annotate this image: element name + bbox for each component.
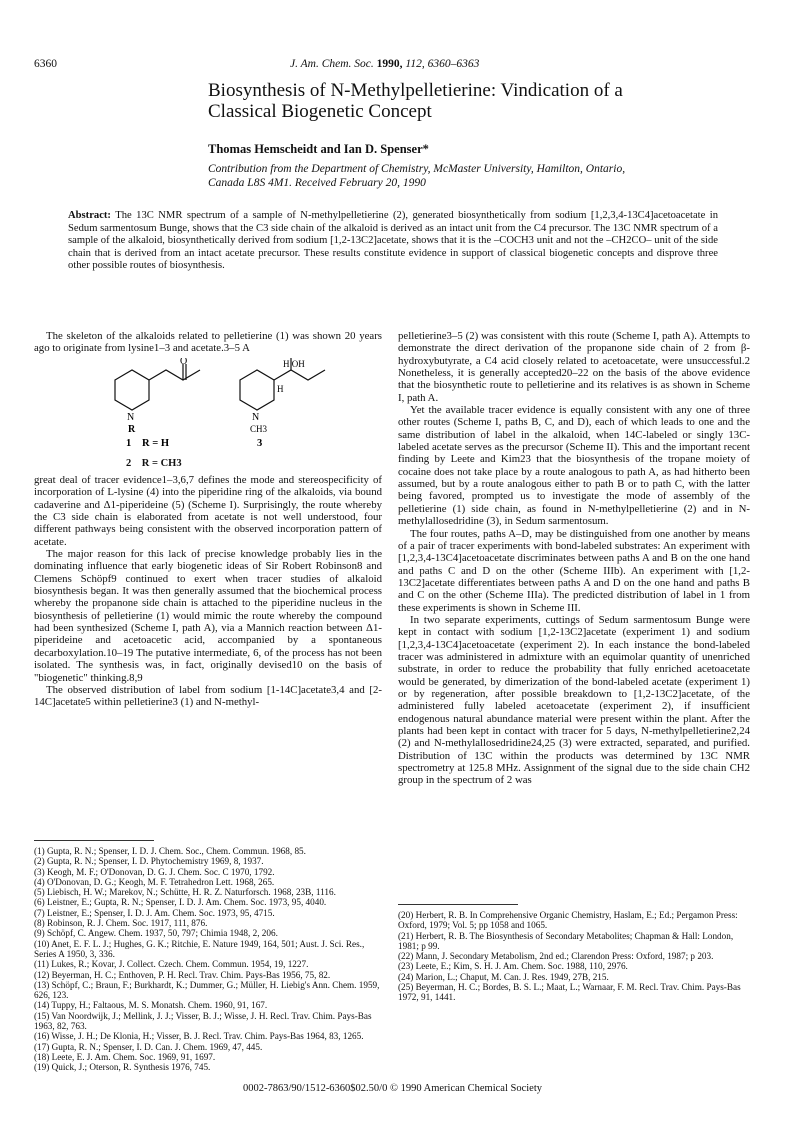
reference-item: (16) Wisse, J. H.; De Klonia, H.; Visser, B. J. Recl. Trav. Chim. Pays-Bas 1964, 83, 1265. bbox=[34, 1031, 364, 1042]
side-chain-1 bbox=[149, 370, 200, 380]
affiliation-line-2: Canada L8S 4M1. Received February 20, 1990 bbox=[208, 177, 426, 189]
piperidine-ring-3 bbox=[240, 370, 274, 410]
reference-item: (13) Schöpf, C.; Braun, F.; Burkhardt, K.; Dummer, G.; Müller, H. Liebig's Ann. Chem. 1959, 626, 123. bbox=[34, 979, 380, 1001]
reference-item: (14) Tuppy, H.; Faltaous, M. S. Monatsh. Chem. 1960, 91, 167. bbox=[34, 1000, 268, 1011]
reference-item: (7) Leistner, E.; Spenser, I. D. J. Am. Chem. Soc. 1973, 95, 4715. bbox=[34, 907, 275, 918]
right-paragraph-1: pelletierine3–5 (2) was consistent with this route (Scheme I, path A). Attempts to demonstrate the direct derivation of the propanone side chain of 2 from β-hydroxybutyrate, a C4 acid closely related to acetoacetate, were unsuccessful.2 Nonetheless, it is generally accepted20–22 on the basis of the above evidence that the biosynthetic route to pelletierine and its relatives is as shown in Scheme I, path A. bbox=[398, 330, 750, 404]
atom-H: H bbox=[277, 384, 284, 394]
reference-item: (24) Marion, L.; Chaput, M. Can. J. Res. 1949, 27B, 215. bbox=[398, 971, 609, 982]
side-chain-3 bbox=[274, 370, 325, 380]
reference-item: (12) Beyerman, H. C.; Enthoven, P. H. Recl. Trav. Chim. Pays-Bas 1956, 75, 82. bbox=[34, 969, 331, 980]
affiliation bbox=[208, 162, 728, 190]
atom-CH3: CH3 bbox=[250, 424, 268, 434]
references-right bbox=[398, 910, 750, 1003]
left-column-body bbox=[34, 474, 382, 709]
reference-item: (21) Herbert, R. B. The Biosynthesis of Secondary Metabolites; Chapman & Hall: London, 1981; p 99. bbox=[398, 930, 734, 951]
reference-item: (23) Leete, E.; Kim, S. H. J. Am. Chem. Soc. 1988, 110, 2976. bbox=[398, 961, 628, 972]
reference-item: (17) Gupta, R. N.; Spenser, I. D. Can. J. Chem. 1969, 47, 445. bbox=[34, 1041, 263, 1052]
reference-item: (3) Keogh, M. F.; O'Donovan, D. G. J. Chem. Soc. C 1970, 1792. bbox=[34, 866, 275, 877]
compound-2-label bbox=[126, 458, 182, 469]
abstract-label: Abstract: bbox=[68, 210, 111, 221]
right-paragraph-2: Yet the available tracer evidence is equally consistent with any one of three other routes (Scheme I, paths B, C, and D), each of which leads to one and the same distribution of label in the alkaloid, when 14C-labeled or singly 13C-labeled acetate serves as the precursor (Scheme II). This and the important recent finding by Leete and Kim23 that the biosynthesis of the tropane moiety of cocaine does not take place by a route analogous to path A, as had hitherto been assumed, but by a route analogous either to path B or to path C, with the latter being favored, prompted us to investigate the mode of assembly of the pelletierine (1) side chain, as found in N-methylpelletierine (2) and in N-methylallosedridine (3), in Sedum sarmentosum. bbox=[398, 404, 750, 528]
affiliation-line-1: Contribution from the Department of Chemistry, McMaster University, Hamilton, Ontario, bbox=[208, 163, 626, 175]
reference-item: (1) Gupta, R. N.; Spenser, I. D. J. Chem. Soc., Chem. Commun. 1968, 85. bbox=[34, 846, 306, 856]
left-paragraph-3: The major reason for this lack of precise knowledge probably lies in the dominating influence that early biogenetic ideas of Sir Robert Robinson8 and Clemens Schöpf9 continued to exert when tracer studies of alkaloid biosynthesis began. It was then generally assumed that the biochemical process whereby the propanone side chain is attached to the piperidine nucleus in the biosynthesis of pelletierine (1) would mimic the route whereby the compound had been synthesized (Scheme I, path A), via a Mannich reaction between Δ1-piperideine and acetoacetic acid, accompanied by a spontaneous decarboxylation.10–19 The putative intermediate, 6, of the process has not been isolated. The synthesis was, in fact, originally devised10 on the basis of "biogenetic" thinking.8,9 bbox=[34, 548, 382, 684]
piperidine-ring-1 bbox=[115, 370, 149, 410]
left-column-intro bbox=[34, 330, 382, 355]
references-left bbox=[34, 846, 382, 1073]
right-paragraph-3: The four routes, paths A–D, may be distinguished from one another by means of a pair of tracer experiments with bond-labeled substrates: An experiment with [1,2,3,4-13C4]acetoacetate discriminates between paths A and B on the one hand and paths C and D on the other (Scheme IIIb). An experiment with [1,2-13C2]acetate differentiates between paths A and D on the one hand and paths B and C on the other (Scheme IIIa). The predicted distribution of label in 1 from these experiments is shown in Scheme III. bbox=[398, 527, 750, 614]
reference-item: (22) Mann, J. Secondary Metabolism, 2nd ed.; Clarendon Press: Oxford, 1987; p 203. bbox=[398, 951, 714, 962]
compound-2-r: R = CH3 bbox=[141, 458, 182, 469]
reference-item: (25) Beyerman, H. C.; Bordes, B. S. L.; Maat, L.; Warnaar, F. M. Recl. Trav. Chim. Pays-Bas 1972, 91, 1441. bbox=[398, 982, 741, 1003]
page-number: 6360 bbox=[34, 58, 57, 70]
reference-item: (20) Herbert, R. B. In Comprehensive Organic Chemistry, Haslam, E.; Ed.; Pergamon Press: Oxford, 1979; Vol. 5; pp 1058 and 1065. bbox=[398, 910, 738, 931]
abstract-text: The 13C NMR spectrum of a sample of N-methylpelletierine (2), generated biosynthetically from sodium [1,2,3,4-13C4]acetoacetate in Sedum sarmentosum Bunge, shows that the C3 side chain of the alkaloid is derived as an intact unit from the C4 precursor. The 13C NMR spectrum of a sample of the alkaloid, biosynthetically derived from sodium [1,2-13C2]acetate, shows that it is the –COCH3 unit and not the –CH2CO– unit of the side chain that is derived from an intact acetate precursor. These results constitute evidence in support of classical biogenetic concepts and disprove three other possible routes of biosynthesis. bbox=[68, 210, 718, 272]
atom-O: O bbox=[180, 358, 188, 367]
right-column-body bbox=[398, 330, 750, 787]
reference-item: (11) Lukes, R.; Kovar, J. Collect. Czech. Chem. Commun. 1954, 19, 1227. bbox=[34, 959, 309, 970]
journal-name: J. Am. Chem. Soc. bbox=[290, 58, 374, 70]
atom-R: R bbox=[128, 424, 136, 435]
reference-item: (8) Robinson, R. J. Chem. Soc. 1917, 111, 876. bbox=[34, 918, 208, 929]
authors: Thomas Hemscheidt and Ian D. Spenser* bbox=[208, 142, 429, 156]
reference-item: (15) Van Noordwijk, J.; Mellink, J. J.; Visser, B. J.; Wisse, J. H. Recl. Trav. Chim. Pays-Bas 1963, 82, 763. bbox=[34, 1010, 372, 1032]
article-title bbox=[208, 80, 728, 122]
left-paragraph-2: great deal of tracer evidence1–3,6,7 defines the mode and stereospecificity of incorporation of L-lysine (4) into the piperidine ring of the alkaloids, via bound cadaverine and Δ1-piperideine (5) (Scheme I). Surprisingly, the route whereby the C3 side chain is elaborated from acetate is not well understood, four different pathways being consistent with the observed incorporation pattern of acetate. bbox=[34, 474, 382, 548]
reference-item: (18) Leete, E. J. Am. Chem. Soc. 1969, 91, 1697. bbox=[34, 1051, 216, 1062]
copyright-footer: 0002-7863/90/1512-6360$02.50/0 © 1990 American Chemical Society bbox=[242, 1083, 543, 1094]
structure-1-2-drawing bbox=[115, 364, 200, 410]
abstract bbox=[68, 210, 718, 273]
atom-N-3: N bbox=[252, 412, 260, 423]
journal-citation bbox=[290, 58, 479, 70]
journal-year: 1990, bbox=[376, 58, 403, 70]
structures-figure bbox=[80, 358, 360, 458]
reference-item: (10) Anet, E. F. L. J.; Hughes, G. K.; Ritchie, E. Nature 1949, 164, 501; Aust. J. Sci. Res., Series A 1950, 3, 336. bbox=[34, 938, 365, 959]
compound-label-3: 3 bbox=[257, 438, 263, 449]
reference-item: (9) Schöpf, C. Angew. Chem. 1937, 50, 797; Chimia 1948, 2, 206. bbox=[34, 928, 278, 939]
reference-item: (2) Gupta, R. N.; Spenser, I. D. Phytochemistry 1969, 8, 1937. bbox=[34, 856, 264, 867]
right-paragraph-4: In two separate experiments, cuttings of Sedum sarmentosum Bunge were kept in contact with sodium [1,2-13C2]acetate (experiment 1) and sodium [1,2,3,4-13C4]acetoacetate (experiment 2). In each instance the bond-labeled tracer was administered in admixture with an equimolar quantity of unenriched substrate, in order to reduce the probability that fully enriched acetoacetate would be generated, by dimerization of the bond-labeled acetate (experiment 1) or by regeneration, after possible breakdown to [1,2-13C2]acetate, of the administered fully labeled acetoacetate (experiment 2), if insufficient endogenous natural abundance material were present within the plant. After the plants had been kept in contact with tracer for 5 days, N-methylpelletierine2,24 (2) and N-methylallosedridine24,25 (3) were extracted, separated, and purified. Distribution of 13C within the products was determined by 13C NMR spectrometry at 125.8 MHz. Assignment of the signal due to the side chain CH2 group in the spectrum of 2 was bbox=[398, 613, 750, 787]
reference-item: (5) Liebisch, H. W.; Marekov, N.; Schütte, H. R. Z. Naturforsch. 1968, 23B, 1116. bbox=[34, 887, 336, 898]
reference-item: (6) Leistner, E.; Gupta, R. N.; Spenser, I. D. J. Am. Chem. Soc. 1973, 95, 4040. bbox=[34, 897, 327, 908]
compound-label-1: 1 bbox=[126, 438, 132, 449]
reference-item: (19) Quick, J.; Oterson, R. Synthesis 1976, 745. bbox=[34, 1062, 211, 1073]
compound-1-r: R = H bbox=[142, 438, 169, 449]
running-header bbox=[34, 58, 754, 74]
atom-H-OH: H OH bbox=[283, 359, 305, 369]
title-line-1: Biosynthesis of N-Methylpelletierine: Vindication of a bbox=[208, 80, 623, 101]
left-paragraph-1: The skeleton of the alkaloids related to pelletierine (1) was shown 20 years ago to originate from lysine1–3 and acetate.3–5 A bbox=[34, 330, 382, 355]
atom-N-1: N bbox=[127, 412, 135, 423]
compound-label-2: 2 bbox=[126, 458, 132, 469]
footnote-rule-left bbox=[34, 840, 154, 841]
footnote-rule-right bbox=[398, 904, 518, 905]
journal-volume-pages: 112, 6360–6363 bbox=[405, 58, 480, 70]
left-paragraph-4: The observed distribution of label from sodium [1-14C]acetate3,4 and [2-14C]acetate5 within pelletierine3 (1) and N-methyl- bbox=[34, 683, 382, 709]
title-line-2: Classical Biogenetic Concept bbox=[208, 101, 432, 122]
reference-item: (4) O'Donovan, D. G.; Keogh, M. F. Tetrahedron Lett. 1968, 265. bbox=[34, 876, 275, 887]
